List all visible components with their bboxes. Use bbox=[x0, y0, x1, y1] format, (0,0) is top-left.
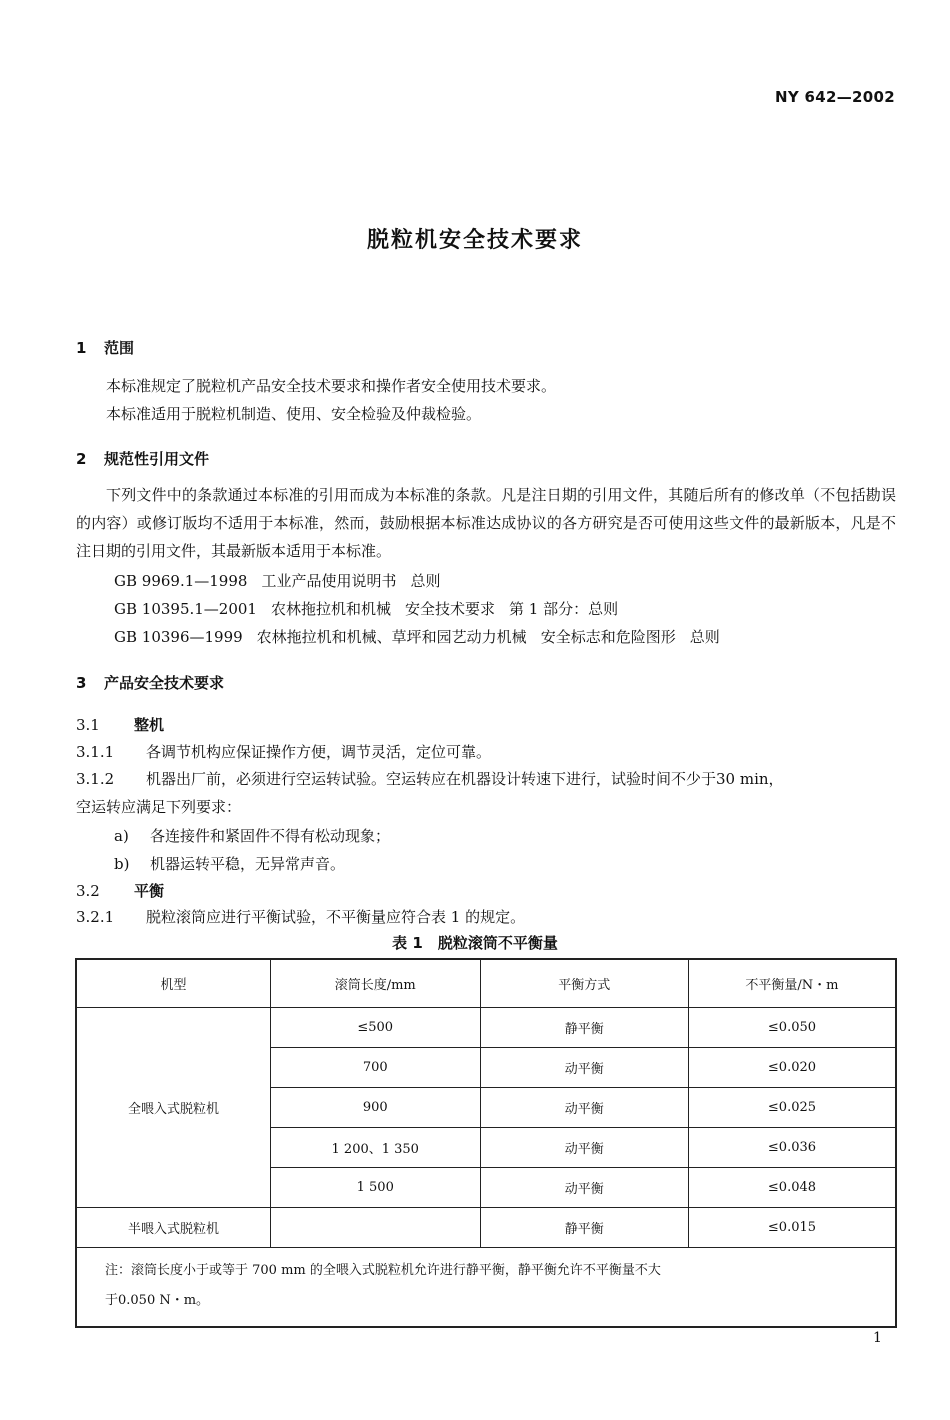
list-item-text: 各连接件和紧固件不得有松动现象； bbox=[150, 827, 391, 845]
subsection-3-1-heading bbox=[76, 711, 164, 739]
section-2-heading bbox=[76, 448, 209, 469]
page-number: 1 bbox=[873, 1330, 882, 1346]
section-2-paragraph: 下列文件中的条款通过本标准的引用而成为本标准的条款。凡是注日期的引用文件，其随后所有的修改单（不包括勘误的内容）或修订版均不适用于本标准，然而，鼓励根据本标准达成协议的各方研究是否可使用这些文件的最新版本，凡是不注日期的引用文件，其最新版本适用于本标准。 bbox=[76, 486, 896, 560]
table-row bbox=[76, 1008, 896, 1048]
clause-3-1-1 bbox=[76, 738, 491, 766]
clause-3-1-2-continued: 空运转应满足下列要求： bbox=[76, 798, 242, 816]
list-item-label: b) bbox=[114, 855, 130, 873]
clause-number: 3.2.1 bbox=[76, 908, 115, 926]
unbalance-cell: ≤0.015 bbox=[688, 1208, 896, 1248]
reference-code: GB 10395.1—2001 bbox=[114, 600, 257, 618]
list-item-text: 机器运转平稳，无异常声音。 bbox=[150, 855, 346, 873]
machine-type-cell: 全喂入式脱粒机 bbox=[76, 1008, 270, 1208]
reference-item bbox=[114, 598, 632, 619]
length-cell: ≤500 bbox=[270, 1008, 480, 1048]
clause-3-2-1 bbox=[76, 903, 525, 931]
reference-extra: 安全技术要求 bbox=[405, 600, 496, 618]
unbalance-cell: ≤0.050 bbox=[688, 1008, 896, 1048]
clause-text: 机器出厂前，必须进行空运转试验。空运转应在机器设计转速下进行，试验时间不少于30 min， bbox=[146, 770, 784, 788]
subsection-number: 3.1 bbox=[76, 716, 100, 734]
list-item-label: a) bbox=[114, 827, 129, 845]
table-row bbox=[76, 1208, 896, 1248]
standard-number: NY 642—2002 bbox=[775, 88, 895, 106]
reference-extra-2: 第 1 部分：总则 bbox=[509, 600, 619, 618]
subsection-title: 整机 bbox=[134, 716, 165, 734]
reference-name: 农林拖拉机和机械 bbox=[270, 600, 391, 618]
unbalance-cell: ≤0.036 bbox=[688, 1128, 896, 1168]
reference-extra-2: 总则 bbox=[689, 628, 720, 646]
subsection-title: 平衡 bbox=[134, 882, 165, 900]
header-cell-method: 平衡方式 bbox=[480, 959, 688, 1008]
section-title: 产品安全技术要求 bbox=[104, 674, 225, 692]
list-item bbox=[114, 850, 345, 878]
section-1-paragraph-1: 本标准规定了脱粒机产品安全技术要求和操作者安全使用技术要求。 bbox=[106, 377, 557, 395]
section-title: 范围 bbox=[104, 339, 135, 357]
method-cell: 动平衡 bbox=[480, 1088, 688, 1128]
reference-item bbox=[114, 626, 734, 647]
table-note-row bbox=[76, 1248, 896, 1328]
machine-type-cell: 半喂入式脱粒机 bbox=[76, 1208, 270, 1248]
section-1-heading bbox=[76, 337, 134, 358]
clause-number: 3.1.1 bbox=[76, 743, 115, 761]
header-cell-unbalance: 不平衡量/N・m bbox=[688, 959, 896, 1008]
header-cell-model: 机型 bbox=[76, 959, 270, 1008]
reference-name: 农林拖拉机和机械、草坪和园艺动力机械 bbox=[256, 628, 527, 646]
method-cell: 静平衡 bbox=[480, 1208, 688, 1248]
reference-extra: 总则 bbox=[410, 572, 441, 590]
table-note-line-2: 于0.050 N・m。 bbox=[105, 1293, 210, 1308]
section-number: 1 bbox=[76, 339, 87, 357]
length-cell: 1 500 bbox=[270, 1168, 480, 1208]
length-cell: 1 200、1 350 bbox=[270, 1128, 480, 1168]
length-cell: 900 bbox=[270, 1088, 480, 1128]
section-title: 规范性引用文件 bbox=[104, 450, 210, 468]
method-cell: 动平衡 bbox=[480, 1168, 688, 1208]
table-caption: 表 1 脱粒滚筒不平衡量 bbox=[392, 934, 558, 952]
subsection-number: 3.2 bbox=[76, 882, 100, 900]
unbalance-table bbox=[75, 958, 897, 1328]
table-note-line-1: 注：滚筒长度小于或等于 700 mm 的全喂入式脱粒机允许进行静平衡，静平衡允许不平衡量不大 bbox=[105, 1263, 661, 1278]
unbalance-cell: ≤0.020 bbox=[688, 1048, 896, 1088]
unbalance-cell: ≤0.048 bbox=[688, 1168, 896, 1208]
section-1-paragraph-2: 本标准适用于脱粒机制造、使用、安全检验及仲裁检验。 bbox=[106, 405, 482, 423]
method-cell: 静平衡 bbox=[480, 1008, 688, 1048]
reference-code: GB 10396—1999 bbox=[114, 628, 243, 646]
section-number: 2 bbox=[76, 450, 87, 468]
clause-number: 3.1.2 bbox=[76, 770, 115, 788]
document-title: 脱粒机安全技术要求 bbox=[366, 228, 583, 253]
reference-name: 工业产品使用说明书 bbox=[261, 572, 397, 590]
reference-item bbox=[114, 570, 454, 591]
subsection-3-2-heading bbox=[76, 877, 164, 905]
reference-code: GB 9969.1—1998 bbox=[114, 572, 248, 590]
clause-3-1-2 bbox=[76, 765, 784, 793]
section-number: 3 bbox=[76, 674, 87, 692]
length-cell bbox=[270, 1208, 480, 1248]
clause-text: 脱粒滚筒应进行平衡试验，不平衡量应符合表 1 的规定。 bbox=[146, 908, 526, 926]
header-cell-length: 滚筒长度/mm bbox=[270, 959, 480, 1008]
unbalance-cell: ≤0.025 bbox=[688, 1088, 896, 1128]
list-item bbox=[114, 822, 390, 850]
table-note bbox=[76, 1248, 896, 1328]
length-cell: 700 bbox=[270, 1048, 480, 1088]
section-3-heading bbox=[76, 672, 224, 693]
method-cell: 动平衡 bbox=[480, 1048, 688, 1088]
reference-extra: 安全标志和危险图形 bbox=[540, 628, 676, 646]
method-cell: 动平衡 bbox=[480, 1128, 688, 1168]
clause-text: 各调节机构应保证操作方便，调节灵活，定位可靠。 bbox=[146, 743, 492, 761]
table-header-row bbox=[76, 959, 896, 1008]
